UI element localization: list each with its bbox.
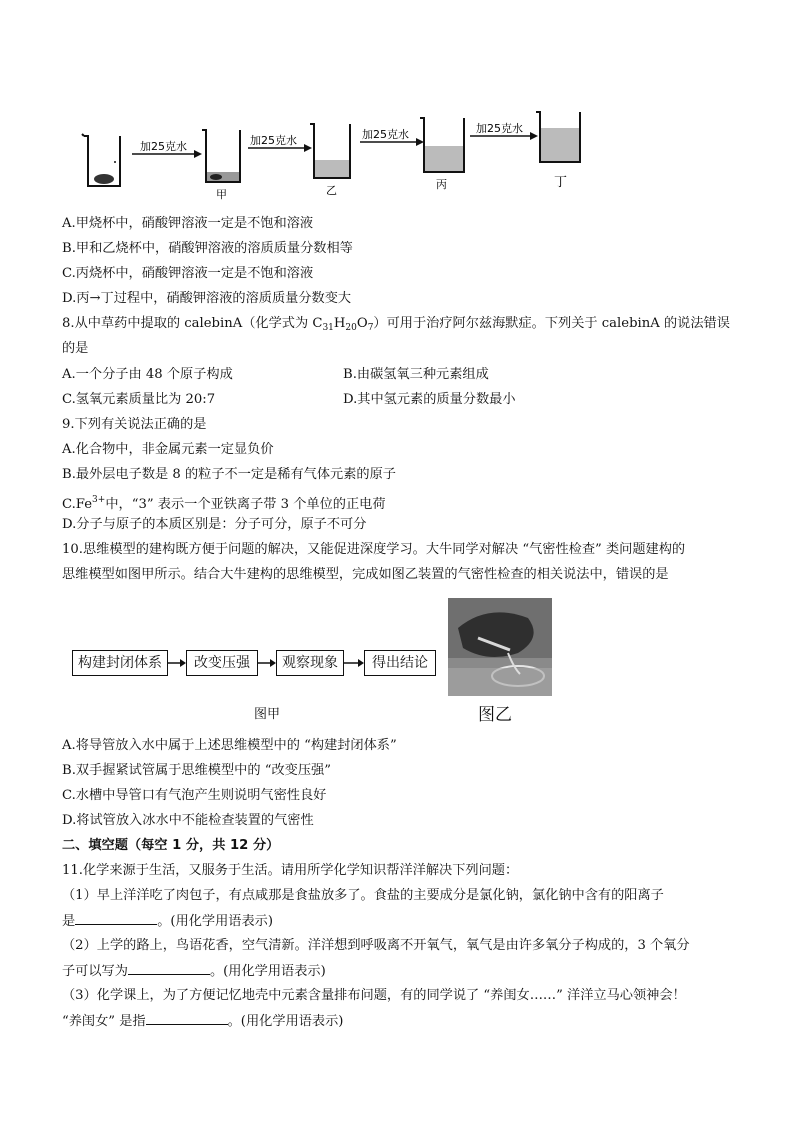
q11-p2-line2 (62, 962, 326, 981)
q10-stem-line1: 10.思维模型的建构既方便于问题的解决，又能促进深度学习。大牛同学对解决 “气密性检查” 类问题建构的 (62, 542, 686, 557)
q8-stem-part2: ）可用于治疗阿尔兹海默症。下列关于 calebinA 的说法错误 (373, 316, 730, 331)
arrow-label-3: 加25克水 (362, 128, 409, 141)
q11-p1-post: 。(用化学用语表示) (157, 914, 273, 929)
q11-p3-line1: （3）化学课上，为了方便记忆地壳中元素含量排布问题，有的同学说了 “养闺女……” 洋洋立马心领神会！ (62, 988, 686, 1003)
q7-option-a: A.甲烧杯中，硝酸钾溶液一定是不饱和溶液 (62, 216, 314, 231)
q11-stem: 11.化学来源于生活，又服务于生活。请用所学化学知识帮洋洋解决下列问题： (62, 863, 519, 878)
q9-c-pre: C.Fe (62, 497, 93, 512)
beaker-ding (536, 112, 580, 162)
q11-p3-pre: “养闺女” 是指 (62, 1014, 146, 1029)
q9-stem: 9.下列有关说法正确的是 (62, 417, 207, 432)
q8-sub-h: 20 (345, 323, 357, 333)
q11-p2-pre: 子可以写为 (62, 964, 128, 979)
q9-option-b: B.最外层电子数是 8 的粒子不一定是稀有气体元素的原子 (62, 467, 396, 482)
beaker-jia (202, 130, 240, 182)
q8-stem-part1: 8.从中草药中提取的 calebinA（化学式为 C (62, 316, 323, 331)
q7-option-c: C.丙烧杯中，硝酸钾溶液一定是不饱和溶液 (62, 266, 314, 281)
q7-option-d: D.丙→丁过程中，硝酸钾溶液的溶质质量分数变大 (62, 291, 352, 306)
model-step-4: 得出结论 (364, 650, 436, 676)
q11-p3-post: 。(用化学用语表示) (227, 1014, 344, 1029)
caption-jia: 图甲 (254, 707, 281, 722)
q8-sub-c: 31 (322, 323, 334, 333)
beaker-label-ding: 丁 (554, 175, 568, 190)
q7-option-b: B.甲和乙烧杯中，硝酸钾溶液的溶质质量分数相等 (62, 241, 353, 256)
q11-p3-line2 (62, 1012, 343, 1031)
q10-option-c: C.水槽中导管口有气泡产生则说明气密性良好 (62, 788, 327, 803)
beaker-label-yi: 乙 (326, 184, 337, 197)
beaker-label-jia: 甲 (216, 188, 227, 201)
q9-c-sup: 3+ (92, 495, 106, 505)
q8-option-c: C.氢氧元素质量比为 20:7 (62, 392, 216, 407)
model-arrow-3 (343, 659, 364, 667)
arrow-label-2: 加25克水 (250, 134, 297, 147)
answer-blank-1[interactable] (75, 912, 157, 925)
answer-blank-3[interactable] (146, 1012, 228, 1025)
answer-blank-2[interactable] (128, 962, 210, 975)
q8-option-b: B.由碳氢氧三种元素组成 (343, 367, 489, 382)
section-2-title: 二、填空题（每空 1 分，共 12 分） (62, 838, 280, 853)
arrow-label-4: 加25克水 (476, 122, 523, 135)
q9-c-post: 中，“3” 表示一个亚铁离子带 3 个单位的正电荷 (105, 497, 386, 512)
q8-stem-line2: 的是 (62, 341, 89, 356)
q8-option-a: A.一个分子由 48 个原子构成 (62, 367, 233, 382)
beaker-label-bing: 丙 (436, 178, 447, 191)
q9-option-d: D.分子与原子的本质区别是：分子可分，原子不可分 (62, 517, 367, 532)
q10-option-b: B.双手握紧试管属于思维模型中的 “改变压强” (62, 763, 331, 778)
q11-p2-post: 。(用化学用语表示) (209, 964, 326, 979)
beaker-dissolution-figure (70, 102, 610, 202)
q10-option-d: D.将试管放入冰水中不能检查装置的气密性 (62, 813, 314, 828)
model-step-2: 改变压强 (186, 650, 258, 676)
q9-option-c (62, 491, 386, 514)
q10-stem-line2: 思维模型如图甲所示。结合大牛建构的思维模型，完成如图乙装置的气密性检查的相关说法中，错误的是 (62, 567, 669, 582)
caption-yi: 图乙 (478, 705, 512, 725)
model-step-3: 观察现象 (276, 650, 344, 676)
apparatus-photo (448, 598, 552, 696)
q8-stem (62, 315, 730, 337)
q11-p1-pre: 是 (62, 914, 76, 929)
q10-option-a: A.将导管放入水中属于上述思维模型中的 “构建封闭体系” (62, 738, 397, 753)
model-step-1: 构建封闭体系 (72, 650, 168, 676)
beaker-bing (420, 118, 464, 172)
q8-o: O (356, 316, 368, 331)
model-arrow-1 (167, 659, 186, 667)
q8-sub-o: 7 (367, 323, 374, 333)
model-arrow-2 (257, 659, 276, 667)
q11-p1-line2 (62, 912, 273, 931)
q9-option-a: A.化合物中，非金属元素一定显负价 (62, 442, 274, 457)
q8-h: H (333, 316, 346, 331)
q8-option-d: D.其中氢元素的质量分数最小 (343, 392, 516, 407)
q11-p2-line1: （2）上学的路上，鸟语花香，空气清新。洋洋想到呼吸离不开氧气，氧气是由许多氧分子构成的，3 个氧分 (62, 938, 690, 953)
arrow-label-1: 加25克水 (140, 140, 187, 153)
model-arrows (166, 655, 436, 671)
beaker-initial (82, 134, 120, 186)
beaker-yi (310, 124, 350, 178)
q11-p1-line1: （1）早上洋洋吃了肉包子，有点咸那是食盐放多了。食盐的主要成分是氯化钠，氯化钠中含有的阳离子 (62, 888, 664, 903)
